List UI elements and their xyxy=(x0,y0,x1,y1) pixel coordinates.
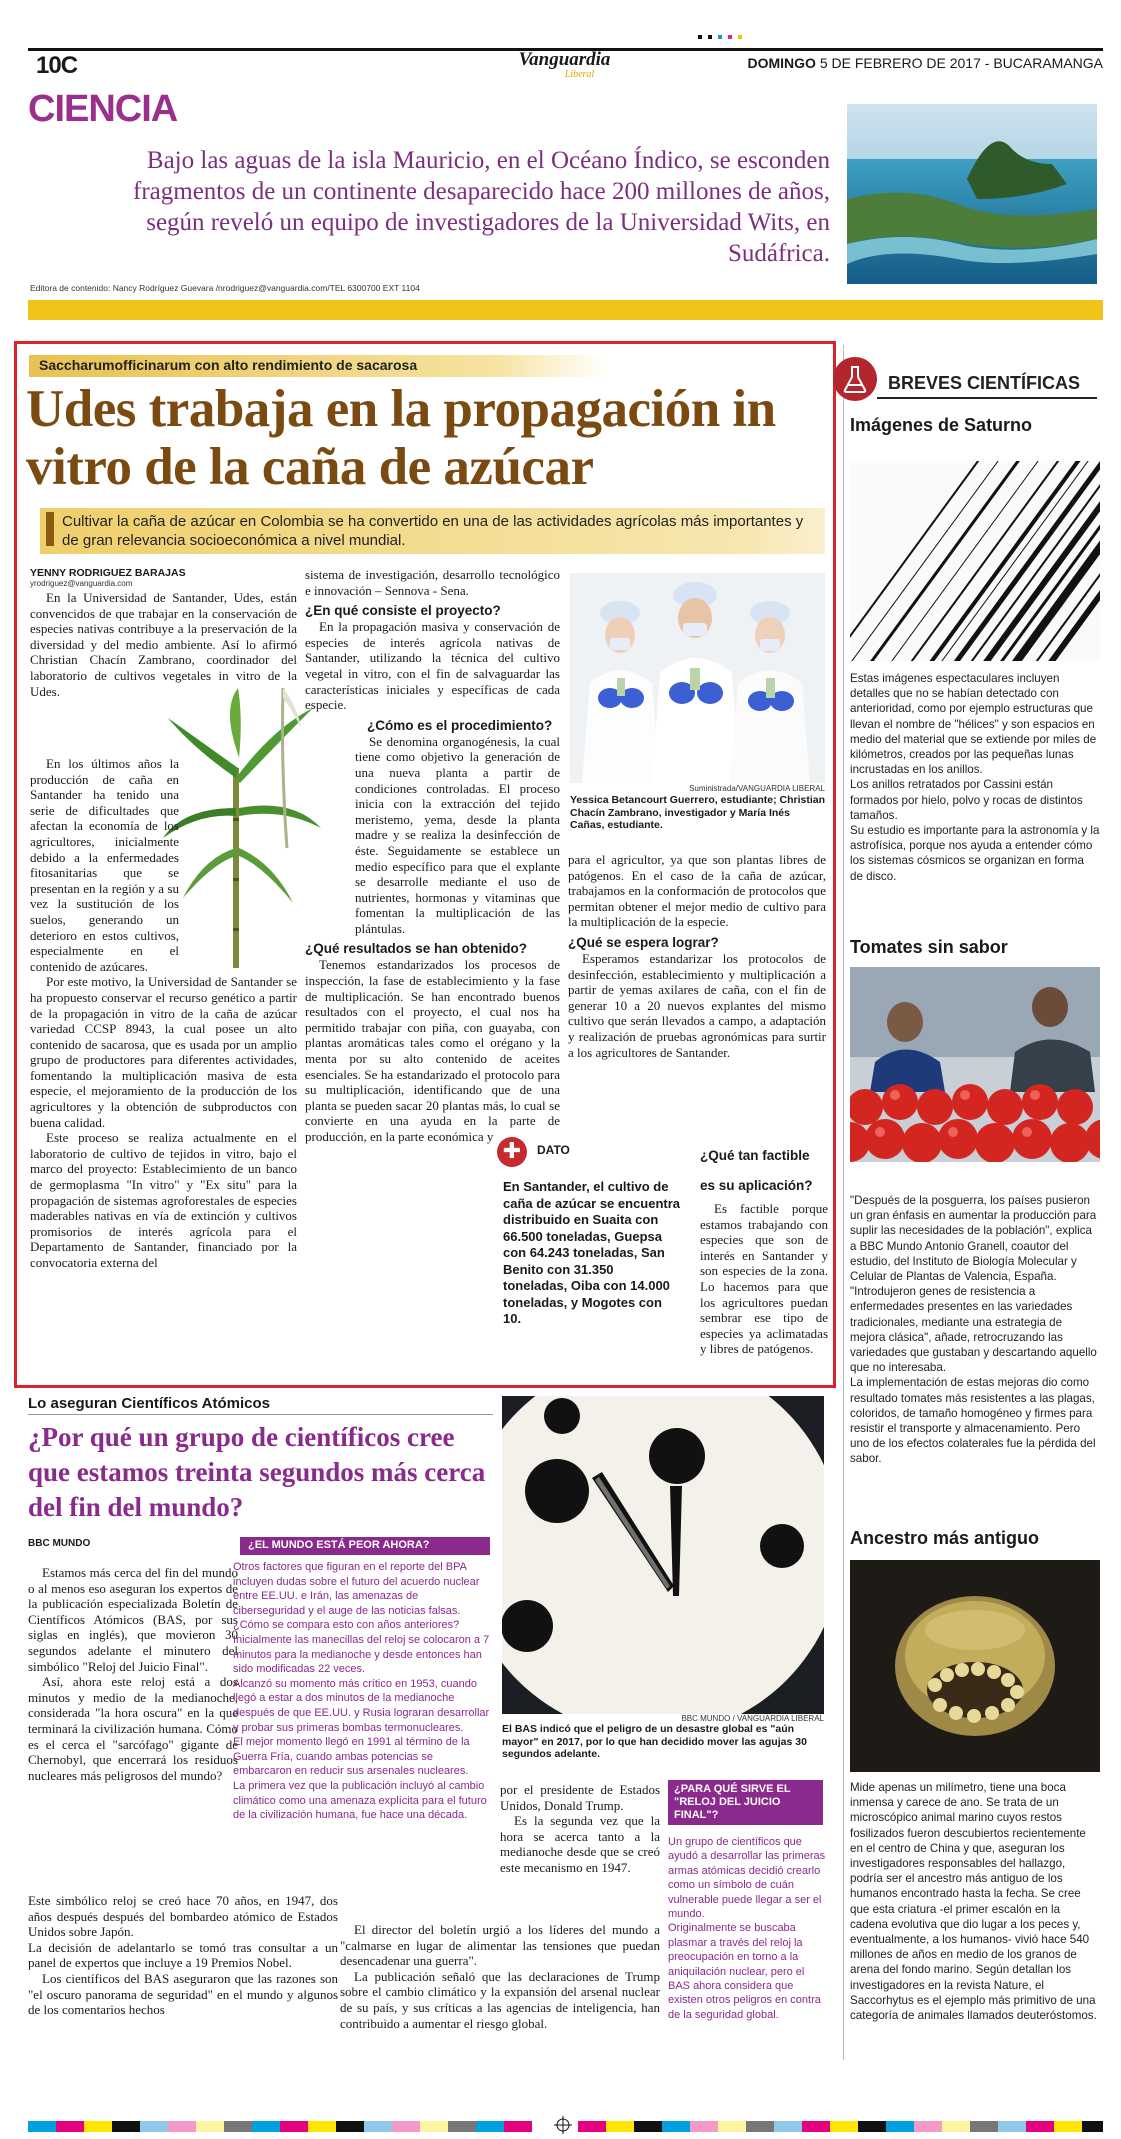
registration-mark-icon xyxy=(554,2116,572,2134)
second-kicker-rule xyxy=(28,1414,493,1415)
purpose-box-p1: Un grupo de científicos que ayudó a desarrollar las primeras armas atómicas decidió crearlo como un símbolo de cuán vulnerable puede llegar a ser el mundo. xyxy=(668,1836,826,1921)
logo-text: Vanguardia xyxy=(518,49,611,70)
world-box-title: ¿EL MUNDO ESTÁ PEOR AHORA? xyxy=(240,1537,490,1555)
q2-heading: ¿Cómo es el procedimiento? xyxy=(367,717,553,733)
tomatoes-paragraph-1: "Después de la posguerra, los países pusieron un gran énfasis en aumentar la producción para suplir las necesidades de la población", explica a BBC Mundo Antonio Granell, coautor del estudio, del Instituto de Biología Molecular y Celular de Plantas de Valencia, España. xyxy=(850,1194,1097,1284)
ancestor-heading: Ancestro más antiguo xyxy=(850,1528,1040,1548)
tomatoes-text xyxy=(850,1193,1100,1467)
doomsday-clock-photo xyxy=(502,1396,824,1714)
dato-label: DATO xyxy=(537,1143,570,1157)
q2-text: Se denomina organogénesis, la cual tiene como objetivo la generación de una nueva planta a partir de condiciones controladas. El proceso inicia con la extracción del tejido meristemo, yema, desde la planta madre y se realiza la desinfección de éste. Seguidamente se establece un medio específico para que el explante se desarrolle mediante el uso de nutrientes, hormonas y vitaminas que fomentan la multiplicación de las plántulas. xyxy=(355,733,560,936)
main-col-3b xyxy=(700,1137,828,1357)
second-col-1-wide xyxy=(28,1893,338,2018)
section-title: CIENCIA xyxy=(28,88,178,130)
lab-photo-credit: Suministrada/VANGUARDIA LIBERAL xyxy=(689,784,825,793)
second-col3-p2: Es la segunda vez que la hora se acerca tanto a la medianoche desde que se creó este mecanismo en 1947. xyxy=(500,1813,660,1875)
col1-paragraph-2: En los últimos años la producción de caña en Santander ha tenido una serie de dificultades que afectan la economía de los agricultores, inicialmente debido a la enfermedades fitosanitarias que se presentan en la región y a su vez la sustitución de los suelos, generando un deterioro en estos cultivos, especialmente en el contenido de azúcares. xyxy=(30,756,179,974)
clock-credit: BBC MUNDO / VANGUARDIA LIBERAL xyxy=(681,1714,824,1723)
world-box-p1: Otros factores que figuran en el reporte del BPA incluyen dudas sobre el futuro del acuerdo nuclear entre EE.UU. e Irán, las amenazas de ciberseguridad y el auge de las noticias falsas. xyxy=(233,1561,480,1617)
saturn-heading: Imágenes de Saturno xyxy=(850,415,1033,435)
ancestor-photo xyxy=(850,1560,1100,1772)
tomatoes-heading: Tomates sin sabor xyxy=(850,937,1008,957)
col1-paragraph-1: En la Universidad de Santander, Udes, están convencidos de que trabajar en la conservación de especies nativas contribuye a la preservación de la diversidad y del medio ambiente. Así lo afirmó Christian Chacín Zambrano, coordinador del laboratorio de cultivos vegetales in vitro de la Udes. xyxy=(30,590,297,699)
col3-intro: para el agricultor, ya que son plantas libres de patógenos. En el caso de la caña de azúcar, trabajamos en la conformación de protocolos que permitan obtener el mejor medio de cultivo para la multiplicación de la especie. xyxy=(568,852,826,930)
print-color-bar-right xyxy=(578,2120,1103,2132)
page-number: 10C xyxy=(36,52,78,79)
world-box-p3: Alcanzó su momento más crítico en 1953, cuando llegó a estar a dos minutos de la medianoche después de que EE.UU. y Rusia lograran desarrollar y probar sus primeras bombas termonucleares. xyxy=(233,1677,490,1734)
q1-heading: ¿En qué consiste el proyecto? xyxy=(305,603,501,619)
second-col1-p3: Este simbólico reloj se creó hace 70 años, en 1947, dos años después después del bombardeo atómico de Estados Unidos sobre Japón. xyxy=(28,1893,338,1940)
dato-text: En Santander, el cultivo de caña de azúcar se encuentra distribuido en Suaita con 66.500 toneladas, Guepsa con 64.243 toneladas, San Benito con 31.350 toneladas, Oiba con 14.000 toneladas, y Mogotes con 10. xyxy=(503,1179,681,1326)
q1-text: En la propagación masiva y conservación de especies de interés agrícola nativas de Santander, utilizando la técnica del cultivo vegetal in vitro, con el fin de salvaguardar las características iniciales y específicas de cada especie. xyxy=(305,619,560,713)
saturn-photo xyxy=(850,461,1100,661)
main-col-1-wrap xyxy=(30,756,297,1271)
q5-text: Es factible porque estamos trabajando con especies que son de interés en Santander y son especies de la zona. Lo hacemos para que los agricultores puedan sembrar ese tipo de especies ya aclimatadas y libres de patógenos. xyxy=(700,1201,828,1357)
main-kicker: Saccharumofficinarum con alto rendimiento de sacarosa xyxy=(29,355,609,377)
q4-heading: ¿Qué se espera lograr? xyxy=(568,934,719,950)
second-col1-p5: Los científicos del BAS aseguraron que las razones son "el oscuro panorama de seguridad" en el mundo y algunos de los comentarios hechos xyxy=(28,1970,338,2018)
tomatoes-paragraph-2: "Introdujeron genes de resistencia a enfermedades presentes en las variedades tradicionales, mediante una estrategia de mejora clásica", añade, retrocruzando las variedades que gustaban y descartando aquello que no interesaba. xyxy=(850,1285,1097,1375)
second-col-3 xyxy=(500,1782,660,1876)
sidebar-badge xyxy=(833,357,877,401)
main-col-2 xyxy=(305,567,560,1145)
saturn-paragraph-2: Los anillos retratados por Cassini están formados por hielo, polvo y rocas de distintos tamaños. xyxy=(850,778,1083,822)
main-col-1 xyxy=(30,567,297,699)
date-rest: 5 DE FEBRERO DE 2017 - BUCARAMANGA xyxy=(819,55,1103,71)
dato-box xyxy=(497,1137,685,1369)
ancestor-paragraph-1: Mide apenas un milímetro, tiene una boca inmensa y carece de ano. Se trata de un microscópico animal marino cuyos restos fosilizados fueron descubiertos recientemente en el centro de China y que, aseguran los investigadores responsables del hallazgo, podría ser el ancestro más antiguo de los humanos encontrado hasta la fecha. Se cree que esta criatura -el primer escalón en la cadena evolutiva que dio lugar a los peces y, eventualmente, a los humanos- vivió hace 540 millones de años en medio de los granos de arena del fondo marino. Según detallan los investigadores en la revista Nature, el Saccorhytus es el ejemplo más primitivo de una categoría de animales llamados deuteróstomos. xyxy=(850,1781,1097,2023)
col1-paragraph-4: Este proceso se realiza actualmente en el laboratorio de cultivo de tejidos in vitro, bajo el marco del proyecto: Establecimiento de un banco de germoplasma "In vitro" y "Ex situ" para la propagación de sistemas agroforestales de especies maderables nativas en vía de extinción y cultivos promisorios de interés agrícola para el Departamento de Santander, financiado por la convocatoria externa del xyxy=(30,1130,297,1270)
world-box-p5: La primera vez que la publicación incluyó al cambio climático como una amenaza explícita para el futuro de la civilización humana, fue hace una década. xyxy=(233,1779,487,1822)
sidebar-divider xyxy=(843,345,844,2060)
tomatoes-paragraph-3: La implementación de estas mejoras dio como resultado tomates más resistentes a las plagas, coloridos, de tamaño homogéneo y firmes para resistir el transporte y almacenamiento. Pero uno de los efectos colaterales fue la pérdida del sabor. xyxy=(850,1376,1096,1466)
saturn-text xyxy=(850,671,1100,884)
lab-photo-caption: Yessica Betancourt Guerrero, estudiante; Christian Chacín Zambrano, investigador y María Inés Cañas, estudiante. xyxy=(570,794,825,831)
date-prefix: DOMINGO xyxy=(747,55,816,71)
purpose-box-p2: Originalmente se buscaba plasmar a través del reloj la preocupación en torno a la aniquilación nuclear, pero el BAS ahora considera que existen otros peligros en contra de la seguridad global. xyxy=(668,1922,821,2021)
edition-date xyxy=(747,55,1103,71)
second-headline: ¿Por qué un grupo de científicos cree que estamos treinta segundos más cerca del fin del mundo? xyxy=(28,1422,486,1522)
main-col-3 xyxy=(568,852,826,1060)
q3-heading: ¿Qué resultados se han obtenido? xyxy=(305,941,528,957)
lead-text: Cultivar la caña de azúcar en Colombia se ha convertido en una de las actividades agrícolas más importantes y de gran relevancia socioeconómica a nivel mundial. xyxy=(62,513,804,549)
world-box xyxy=(233,1560,491,1823)
flask-icon xyxy=(833,357,877,401)
print-color-bar-left xyxy=(28,2120,548,2132)
dato-rule xyxy=(529,1151,685,1152)
sidebar-title-rule xyxy=(877,397,1097,399)
clock-caption: El BAS indicó que el peligro de un desastre global es "aún mayor" en 2017, por lo que han decidido mover las agujas 30 segundos adelante. xyxy=(502,1723,807,1760)
header-yellow-band xyxy=(28,300,1103,320)
saturn-paragraph-1: Estas imágenes espectaculares incluyen detalles que no se habían detectado con anterioridad, como por ejemplo estructuras que llevan el nombre de "hélices" y son espacios en medio del material que se extiende por miles de kilómetros, creados por las pequeñas lunas incrustadas en los anillos. xyxy=(850,672,1097,777)
second-byline: BBC MUNDO xyxy=(28,1538,91,1549)
author-email: yrodriguez@vanguardia.com xyxy=(30,579,133,588)
q4-text: Esperamos estandarizar los protocolos de desinfección, establecimiento y multiplicación a partir de yemas axilares de caña, con el fin de generar 10 a 20 nuevos explantes del mismo cultivo que serán llevados a campo, a adaptación y realización de pruebas agronómicas para surtir a los agricultores de Santander. xyxy=(568,950,826,1060)
q3-text: Tenemos estandarizados los procesos de inspección, la fase de establecimiento y la fase de multiplicación. Se han encontrado buenos resultados con el proyecto, el cual nos ha permitido trabajar con piña, con guayaba, con plantas aromáticas tales como el orégano y la menta por su alto contenido de aceites esenciales. Se ha estandarizado el protocolo para su multiplicación, identificando que de una planta se pueden sacar 20 plantas más, lo cual se convierte en una ayuda en la parte de producción, en la parte económica y xyxy=(305,957,560,1144)
dato-badge: ✚ xyxy=(497,1137,527,1167)
second-col1-p4: La decisión de adelantarlo se tomó tras consultar a un panel de expertos que incluye a 19 Premios Nobel. xyxy=(28,1939,338,1971)
second-bottom-p1: El director del boletín urgió a los líderes del mundo a "calmarse en lugar de alimentar las tensiones que puedan desencadenar una guerra". xyxy=(340,1922,660,1969)
second-kicker: Lo aseguran Científicos Atómicos xyxy=(28,1395,270,1412)
lead-marker xyxy=(46,512,54,546)
section-intro: Bajo las aguas de la isla Mauricio, en el Océano Índico, se esconden fragmentos de un continente desaparecido hace 200 millones de años, según reveló un equipo de investigadores de la Universidad Wits, en Sudáfrica. xyxy=(133,147,830,267)
second-col1-p2: Así, ahora este reloj está a dos minutos y medio de la medianoche, considerada "la hora oscura" en la que terminará la civilización humana. Cómo es el cerca el "sarcófago" gigante de Chernobyl, que encerrará los residuos nucleares más peligrosos del mundo? xyxy=(28,1674,238,1783)
top-dots xyxy=(698,26,758,32)
saturn-paragraph-3: Su estudio es importante para la astronomía y la astrofísica, porque nos ayuda a entender cómo los sistemas cósmicos se organizan en forma de disco. xyxy=(850,824,1100,883)
ancestor-text xyxy=(850,1780,1100,2023)
tomatoes-photo xyxy=(850,967,1100,1162)
q5-heading: ¿Qué tan factible es su aplicación? xyxy=(700,1148,813,1193)
world-box-p2: ¿Cómo se compara esto con años anteriores? Inicialmente las manecillas del reloj se colocaron a 7 minutos para la medianoche y desde entonces han sido modificadas 22 veces. xyxy=(233,1619,490,1676)
logo-sub: Liberal xyxy=(564,69,595,80)
main-headline: Udes trabaja en la propagación in vitro de la caña de azúcar xyxy=(26,380,776,496)
second-col-1 xyxy=(28,1565,238,1783)
newspaper-logo xyxy=(507,50,622,80)
author-name: YENNY RODRIGUEZ BARAJAS xyxy=(30,567,186,579)
second-col1-p1: Estamos más cerca del fin del mundo o al menos eso aseguran los expertos de la publicación especializada Boletín de Científicos Atómicos (BAS, por sus siglas en inglés), que movieron 30 segundos adelante el minutero del simbólico "Reloj del Juicio Final". xyxy=(28,1565,238,1674)
sidebar-title: BREVES CIENTÍFICAS xyxy=(888,373,1081,393)
lab-photo xyxy=(570,573,825,783)
purpose-box xyxy=(668,1835,828,2022)
col2-intro: sistema de investigación, desarrollo tecnológico e innovación – Sennova - Sena. xyxy=(305,567,560,598)
second-bottom-p2: La publicación señaló que las declaraciones de Trump sobre el cambio climático y la expansión del arsenal nuclear de su país, y sus críticas a las agencias de inteligencia, han contribuido a aumentar el riesgo global. xyxy=(340,1968,660,2031)
editor-line: Editora de contenido: Nancy Rodríguez Guevara /nrodriguez@vanguardia.com/TEL 6300700 EXT 1104 xyxy=(30,283,420,293)
world-box-p4: El mejor momento llegó en 1991 al término de la Guerra Fría, cuando ambas potencias se embarcaron en reducir sus arsenales nucleares. xyxy=(233,1736,470,1778)
island-photo xyxy=(847,104,1097,284)
purpose-box-title: ¿PARA QUÉ SIRVE EL "RELOJ DEL JUICIO FINAL"? xyxy=(668,1780,823,1825)
second-col3-p1: por el presidente de Estados Unidos, Donald Trump. xyxy=(500,1782,660,1813)
second-bottom xyxy=(340,1922,660,2031)
col1-paragraph-3: Por este motivo, la Universidad de Santander se ha propuesto conservar el recurso genético a partir de la propagación in vitro de la caña de azúcar variedad CCSP 8943, la cual posee un alto contenido de sacarosa, que es usada por un amplio grupo de productores para diferentes actividades, fomentando la multiplicación masiva de esta especie, el mejoramiento de la producción de los agricultores y la obtención de subproductos con buena calidad. xyxy=(30,974,297,1130)
